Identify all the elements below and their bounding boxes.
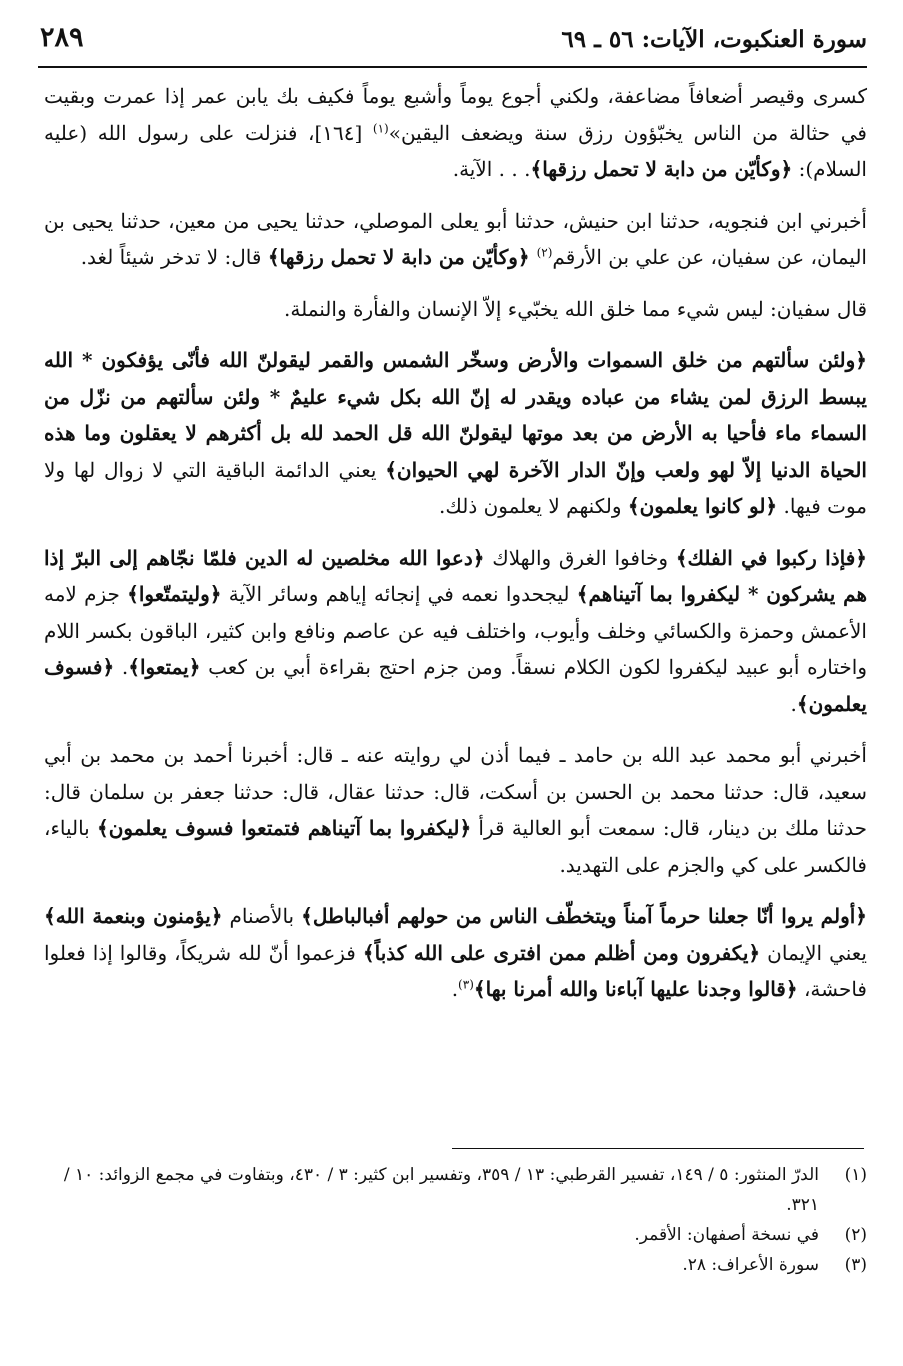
- footnote-ref: (١): [372, 120, 389, 135]
- quran-quote: ﴿ليكفروا بما آتيناهم فتمتعوا فسوف يعلمون﴾: [96, 816, 472, 840]
- quran-quote: ﴿قالوا وجدنا عليها آباءنا والله أمرنا بها﴾: [473, 977, 798, 1001]
- quran-quote: ﴿يمتعوا﴾: [128, 655, 201, 679]
- text-run: ولكنهم لا يعلمون ذلك.: [439, 494, 628, 518]
- text-run: جزم لامه الأعمش وحمزة والكسائي وخلف وأيوب، واختلف فيه عن عاصم ونافع وابن كثير، الباقون بكسر اللام واختاره أبو عبيد ليكفروا لكون الكلام نسقاً. ومن جزم احتج بقراءة أبي بن كعب: [44, 582, 867, 679]
- quran-quote: ﴿فسوف يعلمون﴾: [44, 655, 867, 716]
- text-run: .: [790, 691, 797, 716]
- page-number: ٢٨٩: [40, 22, 84, 53]
- text-run: قال سفيان: ليس شيء مما خلق الله يخبّيء إلاّ الإنسان والفأرة والنملة.: [284, 296, 867, 321]
- footnote: [44, 1220, 867, 1250]
- paragraph: [44, 737, 867, 883]
- text-run: كسرى وقيصر أضعافاً مضاعفة، ولكني أجوع يوماً وأشبع يوماً فكيف بك يابن عمر إذا عمرت وبقيت في حثالة من الناس يخبّؤون رزق سنة ويضعف اليقين»: [44, 84, 867, 145]
- text-run: .: [451, 977, 459, 1001]
- running-title: سورة العنكبوت، الآيات: ٥٦ ـ ٦٩: [561, 26, 867, 53]
- footnote-ref: (٢): [536, 245, 553, 260]
- footnote: [44, 1160, 867, 1220]
- text-run: يعني الإيمان: [760, 940, 867, 965]
- footnote-rule: [452, 1148, 864, 1149]
- text-run: . . . الآية.: [452, 157, 531, 181]
- quran-quote: ﴿أولم يروا أنّا جعلنا حرماً آمناً ويتخطّف الناس من حولهم أفبالباطل﴾: [301, 904, 867, 928]
- paragraph: [44, 203, 867, 276]
- quran-quote: ﴿ولئن سألتهم من خلق السموات والأرض وسخّر الشمس والقمر ليقولنّ الله فأنّى يؤفكون * الله يبسط الرزق لمن يشاء من عباده ويقدر له إنّ الله بكل شيء عليمٌ * ولئن سألتهم من نزّل من السماء ماء فأحيا به الأرض من بعد موتها ليقولنّ الله قل الحمد لله بل أكثرهم لا يعقلون وما هذه الحياة الدنيا إلاّ لهو ولعب وإنّ الدار الآخرة لهي الحيوان﴾: [44, 348, 867, 482]
- quran-quote: ﴿وكأيّن من دابة لا تحمل رزقها﴾: [267, 245, 537, 269]
- text-run: يعني الدائمة الباقية التي لا زوال لها ولا موت فيها.: [44, 457, 867, 518]
- footnote-mark: (١): [844, 1165, 867, 1185]
- header-rule: [38, 66, 867, 68]
- paragraph: [44, 291, 867, 328]
- footnote-mark: (٣): [844, 1255, 867, 1275]
- text-run: ليجحدوا نعمه في إنجائه إياهم وسائر الآية: [221, 582, 577, 606]
- paragraph: [44, 540, 867, 723]
- footnote-text: في نسخة أصفهان: الأقمر.: [634, 1225, 819, 1245]
- paragraph: [44, 342, 867, 525]
- footnotes: [44, 1160, 867, 1280]
- quran-quote: ﴿يؤمنون وبنعمة الله﴾: [44, 904, 223, 928]
- text-run: وخافوا الغرق والهلاك: [484, 545, 676, 570]
- text-run: بالياء، فالكسر على كي والجزم على التهديد.: [44, 816, 867, 877]
- text-run: بالأصنام: [222, 904, 302, 928]
- quran-quote: ﴿فإذا ركبوا في الفلك﴾: [675, 545, 867, 570]
- quran-quote: ﴿وليتمتّعوا﴾: [127, 582, 222, 606]
- text-run: قال: لا تدخر شيئاً لغد.: [80, 245, 268, 269]
- quran-quote: ﴿دعوا الله مخلصين له الدين فلمّا نجّاهم إلى البرّ إذا هم يشركون * ليكفروا بما آتيناهم﴾: [44, 545, 867, 606]
- text-run: [١٦٤]، فنزلت على رسول الله (عليه السلام):: [44, 120, 867, 181]
- quran-quote: ﴿وكأيّن من دابة لا تحمل رزقها﴾: [530, 157, 793, 181]
- footnote-mark: (٢): [844, 1225, 867, 1245]
- quran-quote: ﴿يكفرون ومن أظلم ممن افترى على الله كذباً﴾: [362, 940, 761, 965]
- footnote: [44, 1250, 867, 1280]
- footnote-ref: (٣): [458, 977, 474, 992]
- text-run: .: [114, 655, 129, 679]
- text-run: أخبرني أبو محمد عبد الله بن حامد ـ فيما أذن لي روايته عنه ـ قال: أخبرنا أحمد بن محمد بن أبي سعيد، قال: حدثنا محمد بن الحسن بن أسكت، قال: حدثنا عقال، قال: حدثنا جعفر بن سلمان قال: حدثنا ملك بن دينار، قال: سمعت أبو العالية قرأ: [44, 743, 867, 840]
- paragraph: [44, 78, 867, 188]
- page-header: [40, 22, 867, 66]
- text-run: أخبرني ابن فنجويه، حدثنا ابن حنيش، حدثنا أبو يعلى الموصلي، حدثنا يحيى من معين، حدثنا يحيى بن اليمان، عن سفيان، عن علي بن الأرقم: [44, 208, 867, 269]
- text-run: فزعموا أنّ لله شريكاً، وقالوا إذا فعلوا فاحشة،: [44, 940, 867, 1001]
- paragraph: [44, 898, 867, 1008]
- footnote-text: الدرّ المنثور: ٥ / ١٤٩، تفسير القرطبي: ١٣ / ٣٥٩، وتفسير ابن كثير: ٣ / ٤٣٠، وبتفاوت في مجمع الزوائد: ١٠ / ٣٢١.: [63, 1165, 819, 1215]
- footnote-text: سورة الأعراف: ٢٨.: [682, 1255, 819, 1275]
- quran-quote: ﴿لو كانوا يعلمون﴾: [627, 494, 778, 518]
- main-text: [44, 78, 867, 1023]
